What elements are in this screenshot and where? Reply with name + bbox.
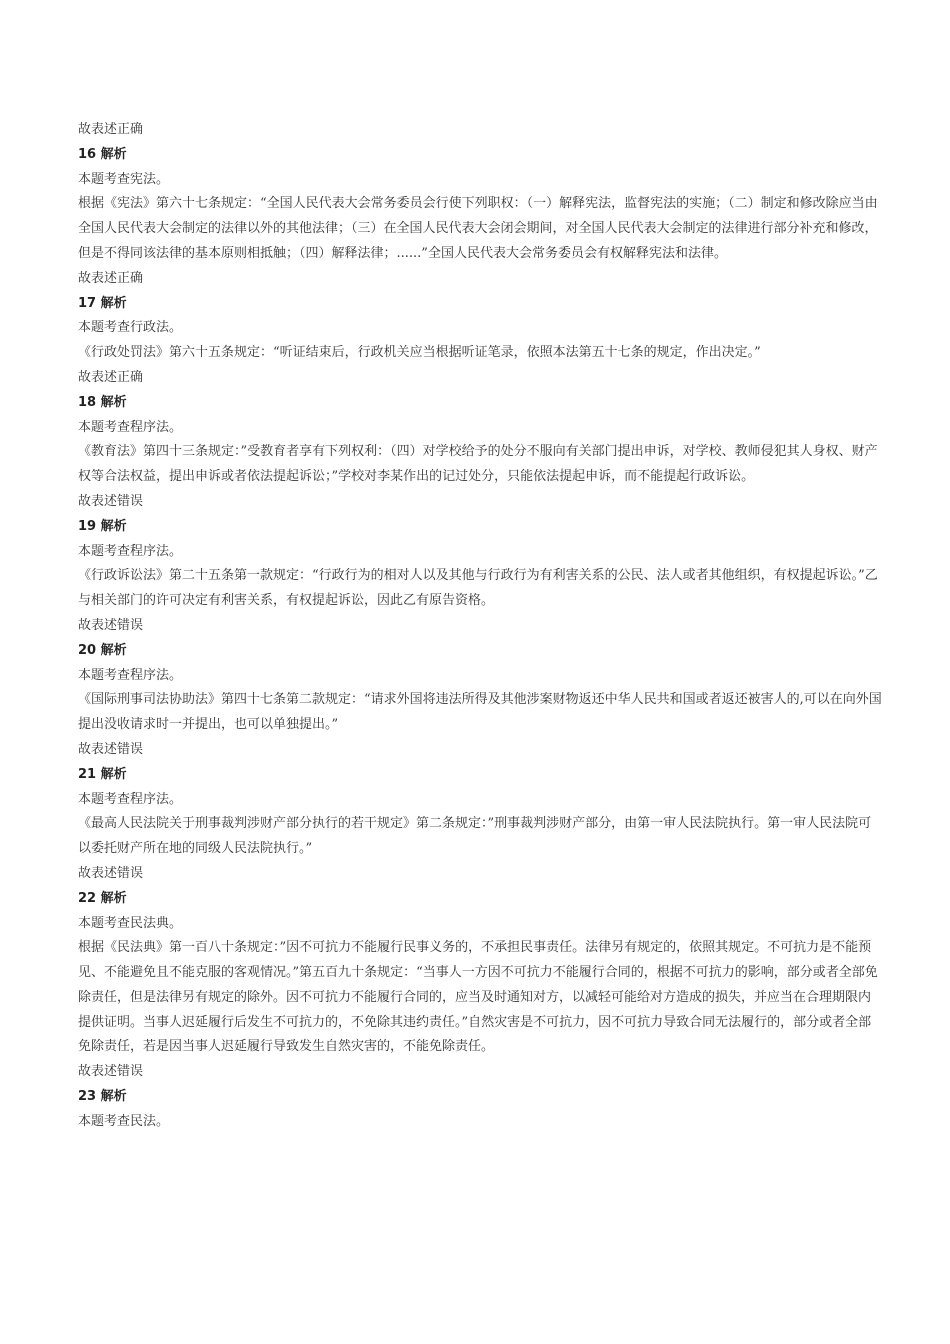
- question-heading: 19 解析: [78, 518, 127, 534]
- question-heading: 20 解析: [78, 642, 127, 658]
- text-line: 本题考查行政法。: [78, 320, 183, 336]
- question-heading: 21 解析: [78, 766, 127, 782]
- text-line: 故表述正确: [78, 122, 144, 137]
- text-line: 故表述错误: [78, 493, 144, 509]
- text-line: 根据《民法典》第一百八十条规定：”因不可抗力不能履行民事义务的，不承担民事责任。法律另有规定的，依照其规定。不可抗力是不能预见、不能避免且不能克服的客观情况。”第五百九十条规定：“当事人一方因不可抗力不能履行合同的，根据不可抗力的影响，部分或者全部免除责任，但是法律另有规定的除外。因不可抗力不能履行合同的，应当及时通知对方，以减轻可能给对方造成的损失，并应当在合理期限内提供证明。当事人迟延履行后发生不可抗力的，不免除其违约责任。”自然灾害是不可抗力，因不可抗力导致合同无法履行的，部分或者全部免除责任，若是因当事人迟延履行导致发生自然灾害的，不能免除责任。: [78, 940, 878, 1055]
- question-heading: 22 解析: [78, 890, 127, 906]
- text-line: 《教育法》第四十三条规定：”受教育者享有下列权利：（四）对学校给予的处分不服向有关部门提出申诉，对学校、教师侵犯其人身权、财产权等合法权益，提出申诉或者依法提起诉讼；”学校对李某作出的记过处分，只能依法提起申诉，而不能提起行政诉讼。: [78, 444, 878, 485]
- question-heading: 23 解析: [78, 1089, 127, 1105]
- text-line: 本题考查程序法。: [78, 543, 183, 559]
- question-heading: 17 解析: [78, 295, 127, 311]
- text-line: 故表述正确: [78, 369, 144, 385]
- text-line: 《最高人民法院关于刑事裁判涉财产部分执行的若干规定》第二条规定：”刑事裁判涉财产部分，由第一审人民法院执行。第一审人民法院可以委托财产所在地的同级人民法院执行。”: [78, 816, 872, 857]
- text-line: 本题考查民法典。: [78, 915, 183, 931]
- text-line: 本题考查宪法。: [78, 171, 170, 187]
- text-line: 本题考查程序法。: [78, 419, 183, 435]
- text-line: 《国际刑事司法协助法》第四十七条第二款规定：“请求外国将违法所得及其他涉案财物返还中华人民共和国或者返还被害人的,可以在向外国提出没收请求时一并提出，也可以单独提出。”: [78, 692, 882, 733]
- text-line: 故表述错误: [78, 865, 144, 881]
- question-heading: 16 解析: [78, 146, 127, 162]
- text-line: 本题考查程序法。: [78, 667, 183, 683]
- text-line: 故表述正确: [78, 270, 144, 286]
- text-line: 本题考查民法。: [78, 1113, 170, 1129]
- text-line: 故表述错误: [78, 1064, 144, 1080]
- text-line: 根据《宪法》第六十七条规定：“全国人民代表大会常务委员会行使下列职权：（一）解释宪法，监督宪法的实施；（二）制定和修改除应当由全国人民代表大会制定的法律以外的其他法律；（三）在全国人民代表大会闭会期间，对全国人民代表大会制定的法律进行部分补充和修改，但是不得同该法律的基本原则相抵触；（四）解释法律；......”全国人民代表大会常务委员会有权解释宪法和法律。: [78, 196, 878, 261]
- question-heading: 18 解析: [78, 394, 127, 410]
- text-line: 《行政诉讼法》第二十五条第一款规定：“行政行为的相对人以及其他与行政行为有利害关系的公民、法人或者其他组织，有权提起诉讼。”乙与相关部门的许可决定有利害关系，有权提起诉讼，因此乙有原告资格。: [78, 568, 878, 609]
- text-line: 故表述错误: [78, 741, 144, 757]
- text-line: 《行政处罚法》第六十五条规定：“听证结束后，行政机关应当根据听证笔录，依照本法第五十七条的规定，作出决定。”: [78, 345, 761, 361]
- text-line: 故表述错误: [78, 617, 144, 633]
- text-line: 本题考查程序法。: [78, 791, 183, 807]
- document-content: [78, 118, 882, 1135]
